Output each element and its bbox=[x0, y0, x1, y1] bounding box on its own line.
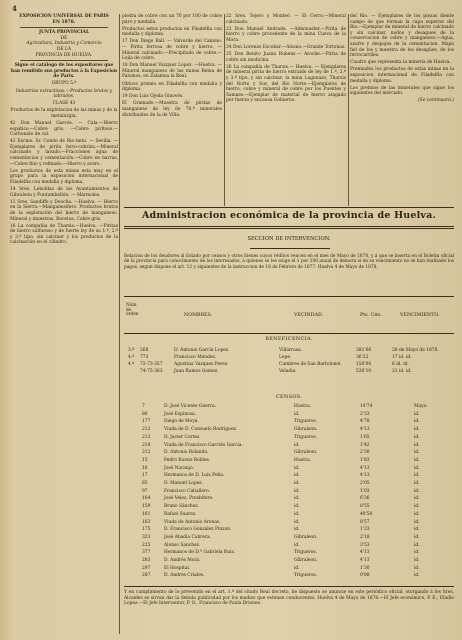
row-amount: 3'53 bbox=[360, 542, 370, 548]
table-row bbox=[124, 443, 454, 449]
beneficencia-title: BENEFICENCIA. bbox=[265, 336, 313, 342]
column-rule bbox=[348, 14, 349, 206]
row-amount: 381'66 bbox=[356, 348, 372, 353]
expo-header-2: EN 1878. bbox=[52, 19, 76, 25]
row-town: id. bbox=[294, 488, 300, 494]
exhibitor-entry: 18 Don Manuel Vazquez Lopez. —Huelva. —Mineral manganeso de las minas Reina de Palomos, en Zalamea la Real. bbox=[122, 63, 222, 80]
row-amount: 36'22 bbox=[356, 355, 369, 360]
row-amount: 1'23 bbox=[360, 527, 370, 533]
table-header bbox=[124, 296, 454, 334]
row-name: D. Antonio Rolando. bbox=[164, 450, 209, 456]
table-row bbox=[124, 527, 454, 533]
row-due: id. bbox=[414, 481, 420, 486]
exhibitor-entry: 16 La compañia de Tharsis.—Huelva. —Piritas de hierro sulfuroso y de fuerte ley de su 1.º, 2.º y 3.º tipo, sin calcinar y los productos de la calcinación en el cilindro. bbox=[10, 223, 118, 246]
table-row bbox=[124, 362, 454, 368]
column-4 bbox=[350, 14, 454, 206]
row-number: 72-73-357 bbox=[140, 362, 163, 367]
row-number: 283 bbox=[142, 558, 151, 563]
row-due: id. bbox=[414, 550, 420, 556]
table-row bbox=[124, 543, 454, 549]
row-number: 80 bbox=[142, 411, 148, 417]
row-due: id. bbox=[414, 504, 420, 510]
row-number: 773 bbox=[140, 355, 149, 360]
row-number: 212 bbox=[142, 450, 151, 456]
row-town: id. bbox=[294, 411, 300, 417]
row-number: 297 bbox=[142, 565, 151, 571]
table-row bbox=[124, 404, 454, 410]
row-due: id. bbox=[414, 573, 420, 579]
junta-province: PROVINCIA DE HUELVA. bbox=[35, 52, 93, 58]
exhibitor-entry: 26 La compañía de Tharsis.— Huelva. — Ejemplares de mineral pirita de hierro extraido de ley de 1.º, 2.º y 3.º tipo, y sin calcinar; la mina Lagunazo, Tharsis del Norte y Sur, del Rio Norte.—Ejemplares de hierro, cobre y mineral de cobre por los Puentes y Samaes.—Ejemplar de material de hierro atagado por fuerza y encausa Gobierno. bbox=[226, 64, 346, 104]
row-amount: 2'33 bbox=[360, 411, 370, 417]
divider bbox=[20, 27, 108, 28]
expo-header-1: EXPOSICION UNIVERSAL DE PARIS bbox=[19, 14, 109, 19]
table-row bbox=[124, 427, 454, 433]
row-name: D. Antonio García Lopez. bbox=[174, 348, 230, 353]
row-amount: 1'42 bbox=[360, 442, 370, 448]
row-town: id. bbox=[294, 527, 300, 533]
table-row bbox=[124, 473, 454, 479]
row-name: D. Javier Cortes. bbox=[164, 434, 201, 440]
row-number: 85 bbox=[142, 481, 148, 486]
row-name: El Hospital. bbox=[164, 565, 191, 571]
clase-subtitle: Productos de la explotacion de las minas y de la metalurgia. bbox=[10, 108, 118, 119]
row-name: Bruno Sánchez. bbox=[164, 504, 200, 510]
table-row bbox=[124, 573, 454, 579]
row-number: 212 bbox=[142, 427, 151, 433]
table-row bbox=[124, 504, 454, 510]
group-subtitle: Industrias extractivas.—Productos brutos y labrados. bbox=[15, 88, 113, 100]
row-name: D. Francisco Gonzalez Pinzon. bbox=[164, 527, 232, 533]
row-amount: 0'88 bbox=[360, 573, 370, 579]
row-town: Gibraleon. bbox=[294, 534, 318, 540]
table-row bbox=[124, 558, 454, 564]
admin-title: Administracion económica de la provincia de Huelva. bbox=[141, 210, 436, 221]
row-town: Gibraleon. bbox=[294, 558, 318, 563]
row-town: id. bbox=[294, 473, 300, 479]
row-due: id. bbox=[414, 511, 420, 517]
order-header: Núm. de orden bbox=[126, 302, 139, 317]
exhibitor-entry: 14 Sres. Leboldas de los Ayuntamientos de Gibraleón y Puntumbellón. — Mármoles. bbox=[10, 187, 118, 198]
row-due: 17 id. id. bbox=[392, 355, 412, 360]
column-3 bbox=[226, 14, 346, 206]
row-town: id. bbox=[294, 481, 300, 486]
row-number: 214 bbox=[142, 442, 151, 448]
row-amount: 1'03 bbox=[360, 488, 370, 494]
row-name: Diego de Moya. bbox=[164, 419, 199, 425]
row-amount: 8'55 bbox=[360, 504, 370, 510]
row-number: 177 bbox=[142, 419, 151, 425]
row-amount: 14'74 bbox=[360, 404, 373, 409]
row-name: D. José Vicente Guerra. bbox=[164, 404, 217, 409]
row-class: 4.º bbox=[128, 355, 135, 360]
exhibitor-entry: Cuadro que representa la mineria de Huelva. bbox=[350, 60, 451, 66]
row-town: id. bbox=[294, 542, 300, 548]
row-due: id. bbox=[414, 565, 420, 571]
row-name: D. Manuel Lopez. bbox=[164, 481, 203, 486]
row-class: 3.º bbox=[128, 348, 135, 353]
row-due: 21 id. id. bbox=[392, 369, 412, 374]
row-due: id. bbox=[414, 519, 420, 525]
table-row bbox=[124, 489, 454, 495]
table-row bbox=[124, 535, 454, 541]
intro-paragraph: Relacion de los deudores al Estado por censos y otros bienes cuyos réditos vencen en el mes de Mayo de 1878, y á que se inserta en el Boletin oficial de la provincia para conocimiento de los interesados, á quienes se les exige el 1 por 100 anual de demora si en su vencimiento no se han realizado los pagos, segun dispone el art. 12 y siguientes de la instruccion de 18 de Febrero de 1877. Huelva 4 de Mayo de 1878. bbox=[124, 254, 454, 270]
row-due: id. bbox=[414, 419, 420, 425]
section-rule bbox=[124, 207, 454, 208]
table-row bbox=[124, 412, 454, 418]
exhibitor-entry: 42 Don Manuel Garcés. — Cala.—Hierro espático.—Cobre gris. —Cobre piritoso.—Carbonato de cal. bbox=[10, 121, 118, 138]
row-name: José Abadía Cabrera. bbox=[164, 534, 212, 540]
page-number: 4 bbox=[12, 4, 17, 13]
row-amount: 2'30 bbox=[360, 450, 370, 456]
header-vecindad: VECINDAD. bbox=[294, 313, 324, 318]
row-due: id. bbox=[414, 496, 420, 502]
row-number: 15 bbox=[142, 457, 148, 463]
row-class: 4.º bbox=[128, 362, 135, 367]
to-be-continued: (Se continuará.) bbox=[418, 98, 454, 104]
row-town: Trigueros. bbox=[294, 573, 318, 579]
junta-subject: Agricultura, Industria y Comercio bbox=[26, 41, 102, 47]
exhibitor-entry: del Rio. — Ejemplares de los piezas diente campo de que forman la capa superior del Rio.—Ejemplar de mineral de hierro calcinado y sin calcinar, nodos y desagues de la conservacion de cobre y manganeso.—Agua, azufre y despojos de la cementacion. Mapa fiel de los y muestra de los desagües, de los ferrocarriles. bbox=[350, 14, 454, 59]
row-amount: 2'05 bbox=[360, 481, 370, 486]
row-number: 377 bbox=[142, 550, 151, 556]
row-town: Trigueros. bbox=[294, 419, 318, 425]
table-row bbox=[124, 481, 454, 487]
row-due: id. bbox=[414, 534, 420, 540]
censos-title: CENSOS. bbox=[275, 394, 303, 400]
row-amount: 4'78 bbox=[360, 419, 370, 425]
column-rule bbox=[224, 14, 225, 206]
table-row bbox=[124, 520, 454, 526]
row-town: Villarrasa. bbox=[279, 348, 303, 353]
exhibitor-entry: Premiados los productos de estas minas en la exposicion internacional de Filadelfia con medalla y diploma. bbox=[350, 67, 454, 84]
row-name: Hermanos de D. Luis Peña. bbox=[164, 473, 225, 479]
row-name: Alonso Sanchez. bbox=[164, 542, 201, 548]
column-rule bbox=[119, 14, 120, 634]
exhibitor-entry: Los premios de las minerales que sigue los siguientes del mercado. bbox=[350, 85, 454, 97]
row-amount: 4'13 bbox=[360, 427, 370, 433]
header-vencimiento: VENCIMIENTO. bbox=[400, 313, 440, 318]
header-pts: Pts. Cén. bbox=[360, 313, 382, 318]
section-rule bbox=[124, 226, 454, 227]
row-due: id. bbox=[414, 434, 420, 440]
exhibitor-entry: 25 Don Benito Juana Rubens.— Aroche.—Pirita de cobre sin medicina. bbox=[226, 52, 346, 63]
row-number: 175 bbox=[142, 527, 151, 533]
row-number: 16 bbox=[142, 465, 148, 471]
row-number: 159 bbox=[142, 504, 151, 510]
row-name: Juan Ramos Gomez. bbox=[174, 369, 219, 374]
row-town: id. bbox=[294, 496, 300, 502]
row-amount: 49'50 bbox=[360, 511, 373, 517]
row-due: id. bbox=[414, 465, 420, 471]
row-town: Huelva. bbox=[294, 457, 312, 463]
row-due: id. bbox=[414, 442, 420, 448]
table-row bbox=[124, 512, 454, 518]
row-name: Francisco Caballero. bbox=[164, 488, 211, 494]
section-title: SECCION DE INTERVENCION. bbox=[247, 236, 331, 242]
exhibitor-entry: 15 Sres. Sandiffe y Doucha. —Huelva. — Hierro en la Sierra.—Manganesifero. Productos brutos de la explotación del hierro de manganeso. Mineral y muestras. Bocetos, Cobre gris. bbox=[10, 199, 118, 222]
row-number: 97 bbox=[142, 488, 148, 494]
row-name: Agustina Vazquez Perez. bbox=[174, 362, 229, 367]
row-number: 161 bbox=[142, 511, 151, 517]
row-amount: 4'13 bbox=[360, 558, 370, 563]
row-town: Gibraleon. bbox=[294, 450, 318, 456]
clase-label: CLASE 43 bbox=[52, 101, 76, 107]
row-name: Viuda de Antonio Arenas. bbox=[164, 519, 221, 525]
column-2 bbox=[122, 14, 222, 206]
junta-title: JUNTA PROVINCIAL bbox=[38, 30, 90, 36]
table-row bbox=[124, 419, 454, 425]
exhibitor-entry: 17 Don Diego Ball. — Valverde del Camino. — Pirita ferrosa de cobre y hierro. — Mineral calcinado.—Precipitado de cobre.—Lejia de cobre. bbox=[122, 39, 222, 62]
row-town: Veladia. bbox=[279, 369, 297, 374]
exhibitor-entry: 43 Excmo. Sr. Conde de Rio-tinto. — Sevilla. — Ejemplares de pirita ferro-cobriza.—Mineral calcinado y lavado.—Fracciones agua de cementacion y cementación.—Cobre en barras.—Cobre fino y refinado.—Hierro y acero. bbox=[10, 139, 118, 167]
left-column bbox=[10, 14, 118, 634]
row-town: id. bbox=[294, 504, 300, 510]
row-due: id. bbox=[414, 457, 420, 463]
row-name: José Naranjo. bbox=[164, 465, 194, 471]
short-rule bbox=[250, 248, 330, 249]
row-name: Rafael Suarez. bbox=[164, 511, 197, 517]
row-name: Pedro Bueno Robles. bbox=[164, 457, 211, 463]
row-town: Gibraleon. bbox=[294, 427, 318, 433]
row-town: Huelva. bbox=[294, 404, 312, 409]
row-due: 6 id. id. bbox=[392, 362, 409, 367]
exhibitor-entry: Productos estos productos en Filadelfia con medalla y diploma. bbox=[122, 26, 222, 38]
row-town: Trigueros. bbox=[294, 550, 318, 556]
row-amount: 6'36 bbox=[360, 496, 370, 502]
exhibitor-entry: 23 Don Manuel Andrade. —Almonaster.—Pirita de hierro y cobre procedente de la mina Cueva de la Mora. bbox=[226, 26, 346, 43]
table-row bbox=[124, 496, 454, 502]
row-amount: 4'13 bbox=[360, 473, 370, 479]
row-due: 28 de Mayo de 1878. bbox=[392, 348, 439, 353]
row-town: id. bbox=[294, 565, 300, 571]
row-name: Viuda de D. Consuelo Rodriguez. bbox=[164, 427, 238, 433]
row-number: 287 bbox=[142, 573, 151, 579]
junta-dela: DE LA bbox=[56, 46, 72, 52]
row-name: D. Andrés Criales. bbox=[164, 573, 205, 579]
row-number: 268 bbox=[140, 348, 149, 353]
table-row bbox=[124, 450, 454, 456]
row-number: 213 bbox=[142, 434, 151, 440]
row-due: id. bbox=[414, 488, 420, 494]
row-amount: 2'18 bbox=[360, 534, 370, 540]
section-rule bbox=[124, 228, 454, 229]
exhibitor-entry: Los productos de esta minas esta muy en el grupo para la exposicion internacional de Filadelfia con medalla y diploma. bbox=[10, 168, 118, 185]
exhibitor-entry: 24 Don Lorenzo Escobar.—Alosno.—Grande Tortonas. bbox=[226, 44, 346, 50]
row-due: id. bbox=[414, 527, 420, 533]
row-town: id. bbox=[294, 465, 300, 471]
row-number: 163 bbox=[142, 519, 151, 525]
divider bbox=[20, 60, 108, 61]
row-number: 7 bbox=[142, 404, 145, 409]
catalog-title: Sigue el catálogo de los expositores que han remitido sus productos á la Exposicion de Paris. bbox=[10, 63, 118, 80]
row-amount: 8'57 bbox=[360, 519, 370, 525]
row-name: D. Andrés Mora. bbox=[164, 558, 201, 563]
row-amount: 1'83 bbox=[360, 457, 370, 463]
row-number: 323 bbox=[142, 534, 151, 540]
row-amount: 1'30 bbox=[360, 565, 370, 571]
row-town: id. bbox=[294, 442, 300, 448]
row-name: Hermanos de D.ª Gabriela Ruiz. bbox=[164, 550, 236, 556]
row-due: Mayo. bbox=[414, 404, 428, 409]
table-row bbox=[124, 458, 454, 464]
table-row bbox=[124, 369, 454, 375]
section-rule bbox=[124, 586, 454, 587]
table-row bbox=[124, 355, 454, 361]
row-town: id. bbox=[294, 519, 300, 525]
row-town: Trigueros. bbox=[294, 434, 318, 440]
footer-paragraph: Y en cumplimiento de lo prevenido en el art. 1.º del citado Real decreto, he dispuesto se anuncie en este periódico oficial, otorgando á los Sres. Alcaldes se sirvan dar la debida publicidad por los medios que estimen conducentes. Huelva 4 de Mayo de 1878.—El Jefe económico, P. E., Eladio Lopez.—El Jefe Interventor, P. O., Francisco de Paula Briones. bbox=[124, 590, 454, 607]
exhibitor-entry: 22 Sres. Tejero y Monteó. — El Cerro.—Mineral calcinado. bbox=[226, 14, 346, 25]
row-name: Viuda de Francisco Garrido Garcia. bbox=[164, 442, 243, 448]
exhibitor-entry: 19 Don Luis Ojeda Ginovés. bbox=[122, 94, 184, 100]
row-due: id. bbox=[414, 411, 420, 417]
table-row bbox=[124, 550, 454, 556]
row-amount: 4'13 bbox=[360, 550, 370, 556]
row-amount: 4'13 bbox=[360, 465, 370, 471]
row-number: 74-75-363 bbox=[140, 369, 163, 374]
row-due: id. bbox=[414, 542, 420, 548]
row-number: 225 bbox=[142, 542, 151, 548]
junta-de: DE bbox=[60, 35, 68, 41]
row-amount: 536'10 bbox=[356, 369, 372, 374]
row-number: 164 bbox=[142, 496, 151, 502]
table-row bbox=[124, 566, 454, 572]
exhibitor-entry: Obtuvo premio en Filadelfia con medalla y diploma. bbox=[122, 81, 222, 93]
row-due: id. bbox=[414, 427, 420, 433]
exhibitor-entry: piedra de cobre con un 70 por 100 de cobre puro y medalla. bbox=[122, 14, 222, 25]
row-name: José Espinosa. bbox=[164, 411, 197, 417]
row-amount: 150'00 bbox=[356, 362, 372, 367]
exhibitor-entry: El Gramado.—Muestra de piritas de manganeso de ley de 70.º minerales distribuidos de la de Villa. bbox=[122, 101, 222, 118]
row-due: id. bbox=[414, 473, 420, 479]
row-due: id. bbox=[414, 558, 420, 563]
row-name: Francisco Mendez. bbox=[174, 355, 217, 360]
table-row bbox=[124, 435, 454, 441]
row-town: Lepe. bbox=[279, 355, 292, 360]
header-nombres: NOMBRES. bbox=[184, 313, 213, 318]
row-due: id. bbox=[414, 450, 420, 456]
row-name: José Velez, Presbítero. bbox=[164, 496, 214, 502]
row-number: 17 bbox=[142, 473, 148, 479]
table-row bbox=[124, 348, 454, 354]
group-label: GRUPO 5.º bbox=[51, 81, 77, 87]
row-town: Cumbres de San Bartolomé. bbox=[279, 362, 342, 367]
row-amount: 1'65 bbox=[360, 434, 370, 440]
table-row bbox=[124, 466, 454, 472]
row-town: id. bbox=[294, 511, 300, 517]
